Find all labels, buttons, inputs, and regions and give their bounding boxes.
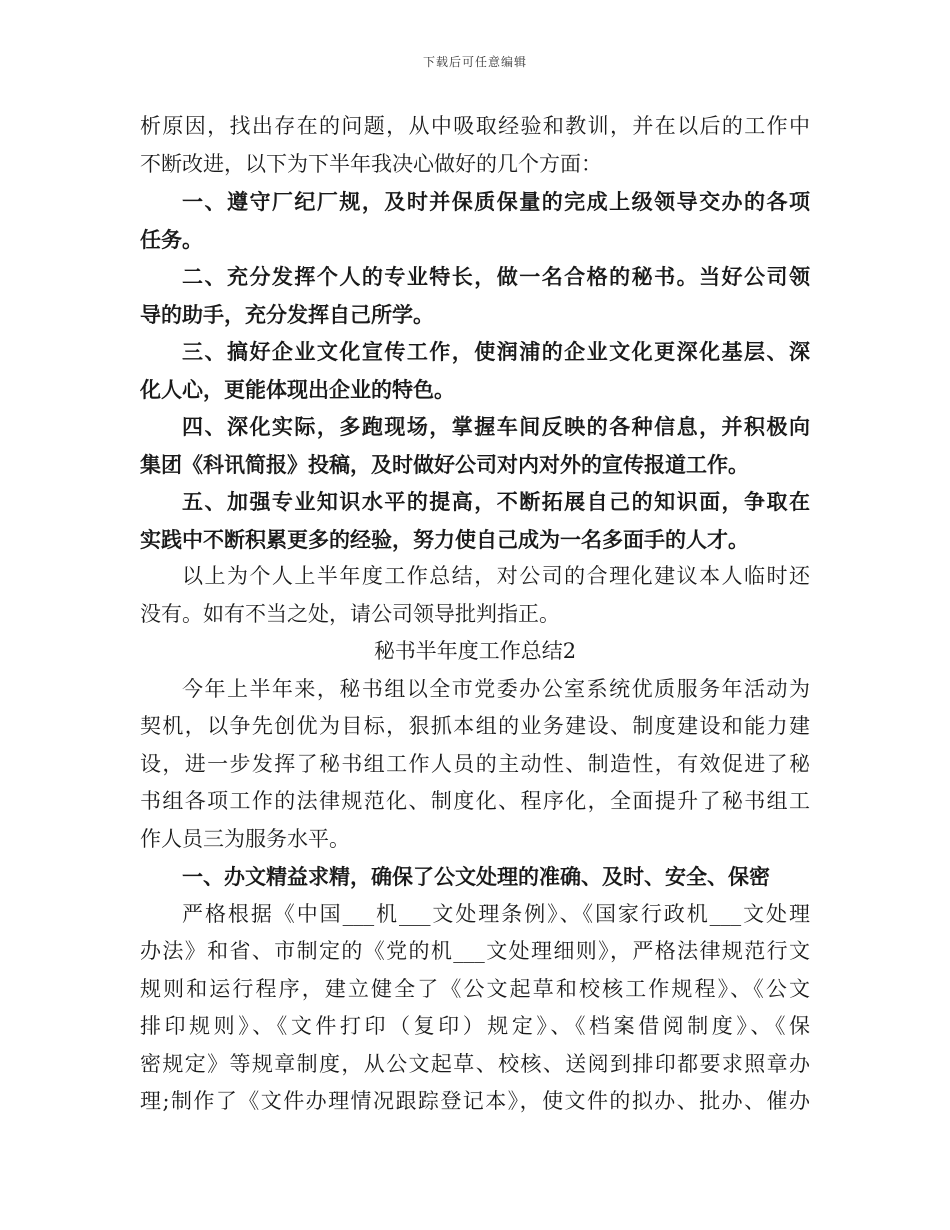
text-line: 今年上半年来，秘书组以全市党委办公室系统优质服务年活动为 <box>182 676 810 701</box>
paragraph <box>140 671 810 859</box>
document-body <box>140 108 810 1121</box>
text-line: 任务。 <box>140 226 203 252</box>
text-line: 一、办文精益求精，确保了公文处理的准确、及时、安全、保密 <box>182 864 770 889</box>
page-header: 下载后可任意编辑 <box>422 55 527 69</box>
paragraph <box>140 108 810 183</box>
text-line: 实践中不断积累更多的经验，努力使自己成为一名多面手的人才。 <box>140 526 749 552</box>
paragraph-bold <box>140 483 810 558</box>
text-line: 理;制作了《文件办理情况跟踪登记本》，使文件的拟办、批办、催办 <box>140 1089 810 1113</box>
paragraph-bold <box>140 183 810 258</box>
text-line: 规则和运行程序，建立健全了《公文起草和校核工作规程》、《公文 <box>140 976 810 1001</box>
paragraph <box>140 896 810 1121</box>
paragraph-bold <box>140 408 810 483</box>
text-line: 书组各项工作的法律规范化、制度化、程序化，全面提升了秘书组工 <box>140 789 810 813</box>
text-line: 三、搞好企业文化宣传工作，使润浦的企业文化更深化基层、深 <box>182 339 810 364</box>
text-line: 不断改进，以下为下半年我决心做好的几个方面： <box>140 151 602 176</box>
text-line: 契机，以争先创优为目标，狠抓本组的业务建设、制度建设和能力建 <box>140 714 810 738</box>
text-line: 严格根据《中国___机___文处理条例》、《国家行政机___文处理 <box>182 901 810 926</box>
text-line: 二、充分发挥个人的专业特长，做一名合格的秘书。当好公司领 <box>182 264 810 289</box>
text-line: 以上为个人上半年度工作总结，对公司的合理化建议本人临时还 <box>182 564 810 588</box>
text-line: 密规定》等规章制度，从公文起草、校核、送阅到排印都要求照章办 <box>140 1051 810 1076</box>
text-line: 设，进一步发挥了秘书组工作人员的主动性、制造性，有效促进了秘 <box>140 751 810 776</box>
text-line: 五、加强专业知识水平的提高，不断拓展自己的知识面，争取在 <box>182 489 810 514</box>
text-line: 析原因，找出存在的问题，从中吸取经验和教训，并在以后的工作中 <box>140 114 810 138</box>
text-line: 四、深化实际，多跑现场，掌握车间反映的各种信息，并积极向 <box>182 414 810 439</box>
section-title-text: 秘书半年度工作总结2 <box>373 639 577 663</box>
text-line: 作人员三为服务水平。 <box>140 826 350 851</box>
text-line: 集团《科讯简报》投稿，及时做好公司对内对外的宣传报道工作。 <box>140 451 749 477</box>
paragraph <box>140 558 810 633</box>
text-line: 没有。如有不当之处，请公司领导批判指正。 <box>140 601 560 626</box>
text-line: 导的助手，充分发挥自己所学。 <box>140 301 434 327</box>
text-line: 一、遵守厂纪厂规，及时并保质保量的完成上级领导交办的各项 <box>182 189 810 214</box>
text-line: 排印规则》、《文件打印（复印）规定》、《档案借阅制度》、《保 <box>140 1014 810 1038</box>
section-title <box>140 633 810 671</box>
paragraph-bold <box>140 333 810 408</box>
text-line: 化人心，更能体现出企业的特色。 <box>140 376 455 402</box>
paragraph-bold <box>140 258 810 333</box>
text-line: 办法》和省、市制定的《党的机___文处理细则》，严格法律规范行文 <box>140 939 810 963</box>
subsection-heading <box>140 858 810 896</box>
